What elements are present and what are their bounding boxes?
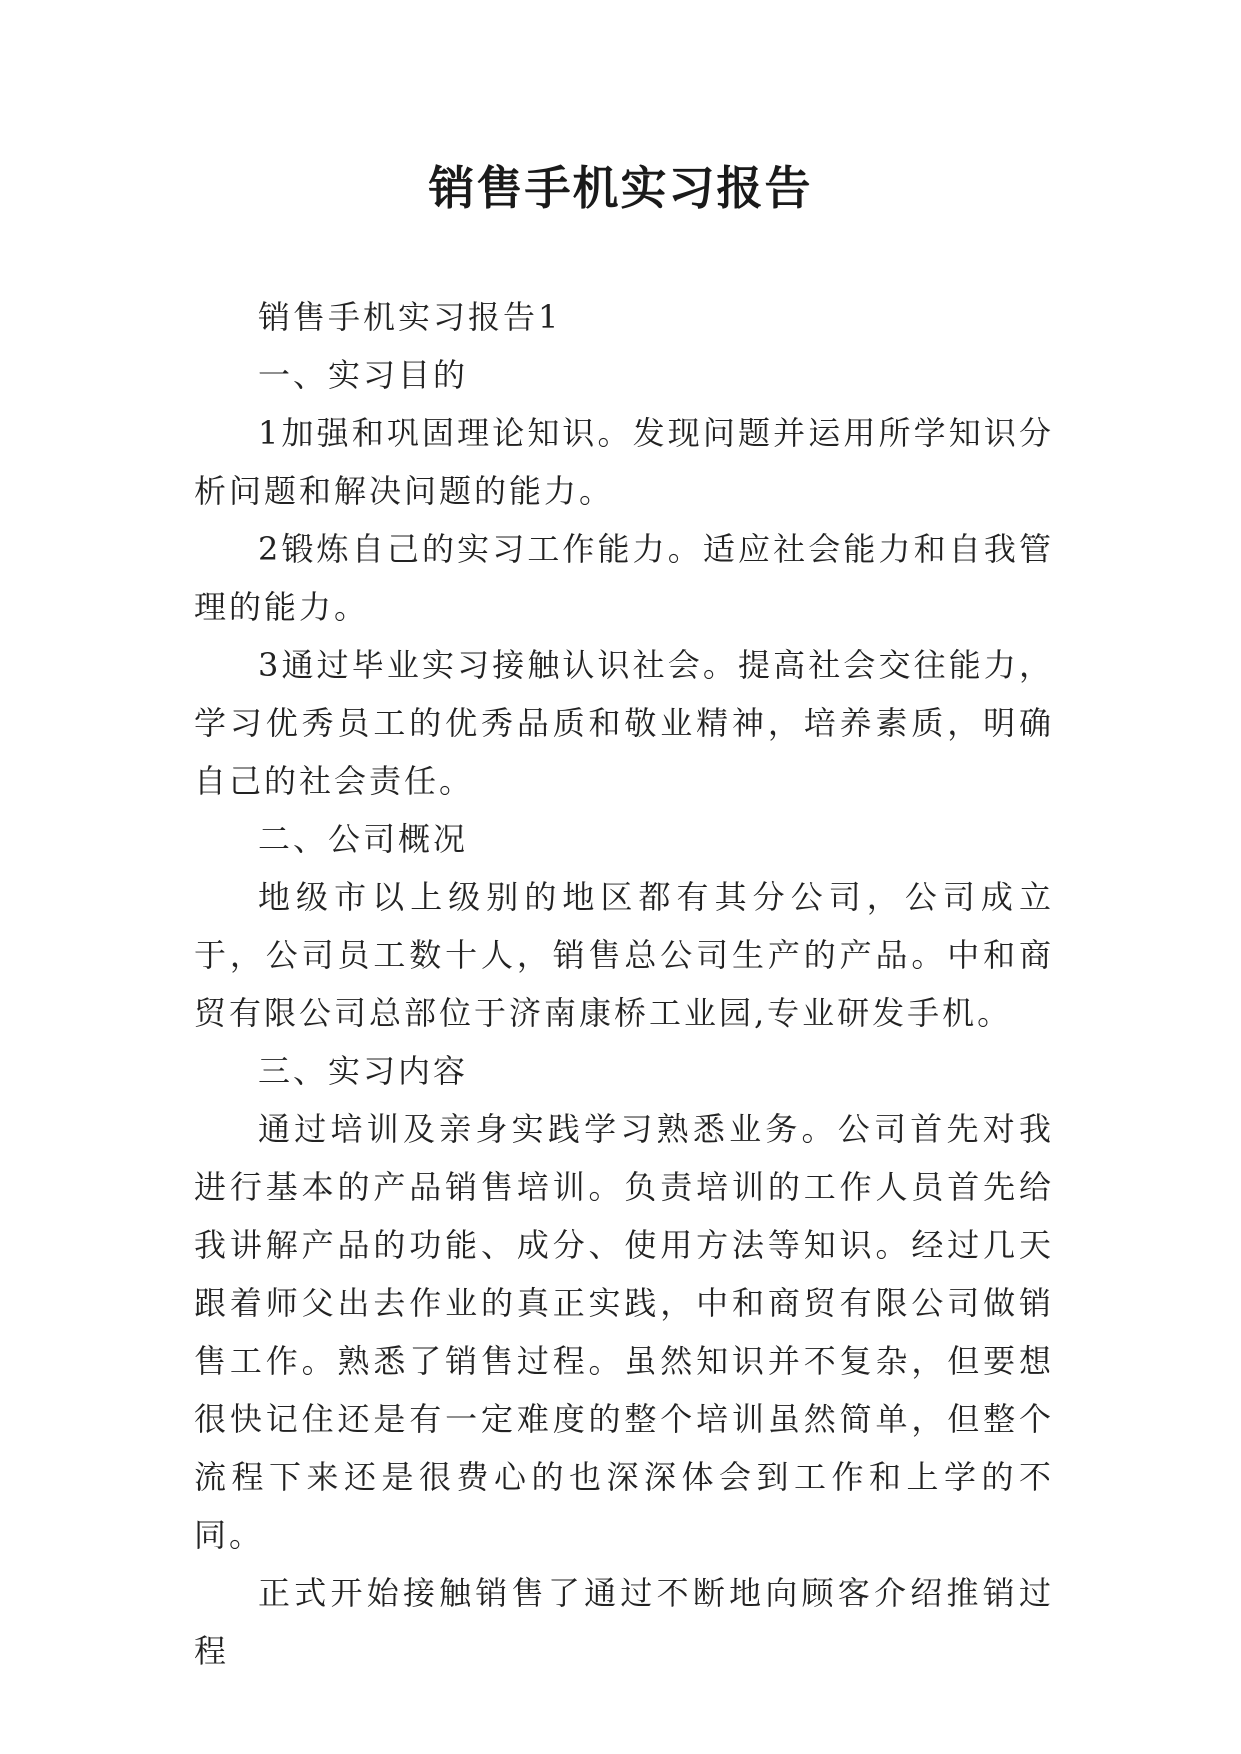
report-heading: 销售手机实习报告1 (258, 298, 562, 336)
paragraph: 3通过毕业实习接触认识社会。提高社会交往能力，学习优秀员工的优秀品质和敬业精神，培养素质，明确自己的社会责任。 (194, 646, 1054, 800)
section-heading-content: 三、实习内容 (258, 1052, 469, 1090)
paragraph: 通过培训及亲身实践学习熟悉业务。公司首先对我进行基本的产品销售培训。负责培训的工作人员首先给我讲解产品的功能、成分、使用方法等知识。经过几天跟着师父出去作业的真正实践，中和商贸有限公司做销售工作。熟悉了销售过程。虽然知识并不复杂，但要想很快记住还是有一定难度的整个培训虽然简单，但整个流程下来还是很费心的也深深体会到工作和上学的不同。 (194, 1110, 1054, 1554)
paragraph: 2锻炼自己的实习工作能力。适应社会能力和自我管理的能力。 (194, 530, 1054, 626)
paragraph: 1加强和巩固理论知识。发现问题并运用所学知识分析问题和解决问题的能力。 (194, 414, 1054, 510)
paragraph: 正式开始接触销售了通过不断地向顾客介绍推销过程 (194, 1574, 1054, 1670)
document-title: 销售手机实习报告 (428, 161, 813, 215)
section-heading-company: 二、公司概况 (258, 820, 469, 858)
document-body (194, 288, 1054, 1680)
section-heading-purpose: 一、实习目的 (258, 356, 469, 394)
paragraph: 地级市以上级别的地区都有其分公司，公司成立于，公司员工数十人，销售总公司生产的产品。中和商贸有限公司总部位于济南康桥工业园,专业研发手机。 (194, 878, 1054, 1032)
